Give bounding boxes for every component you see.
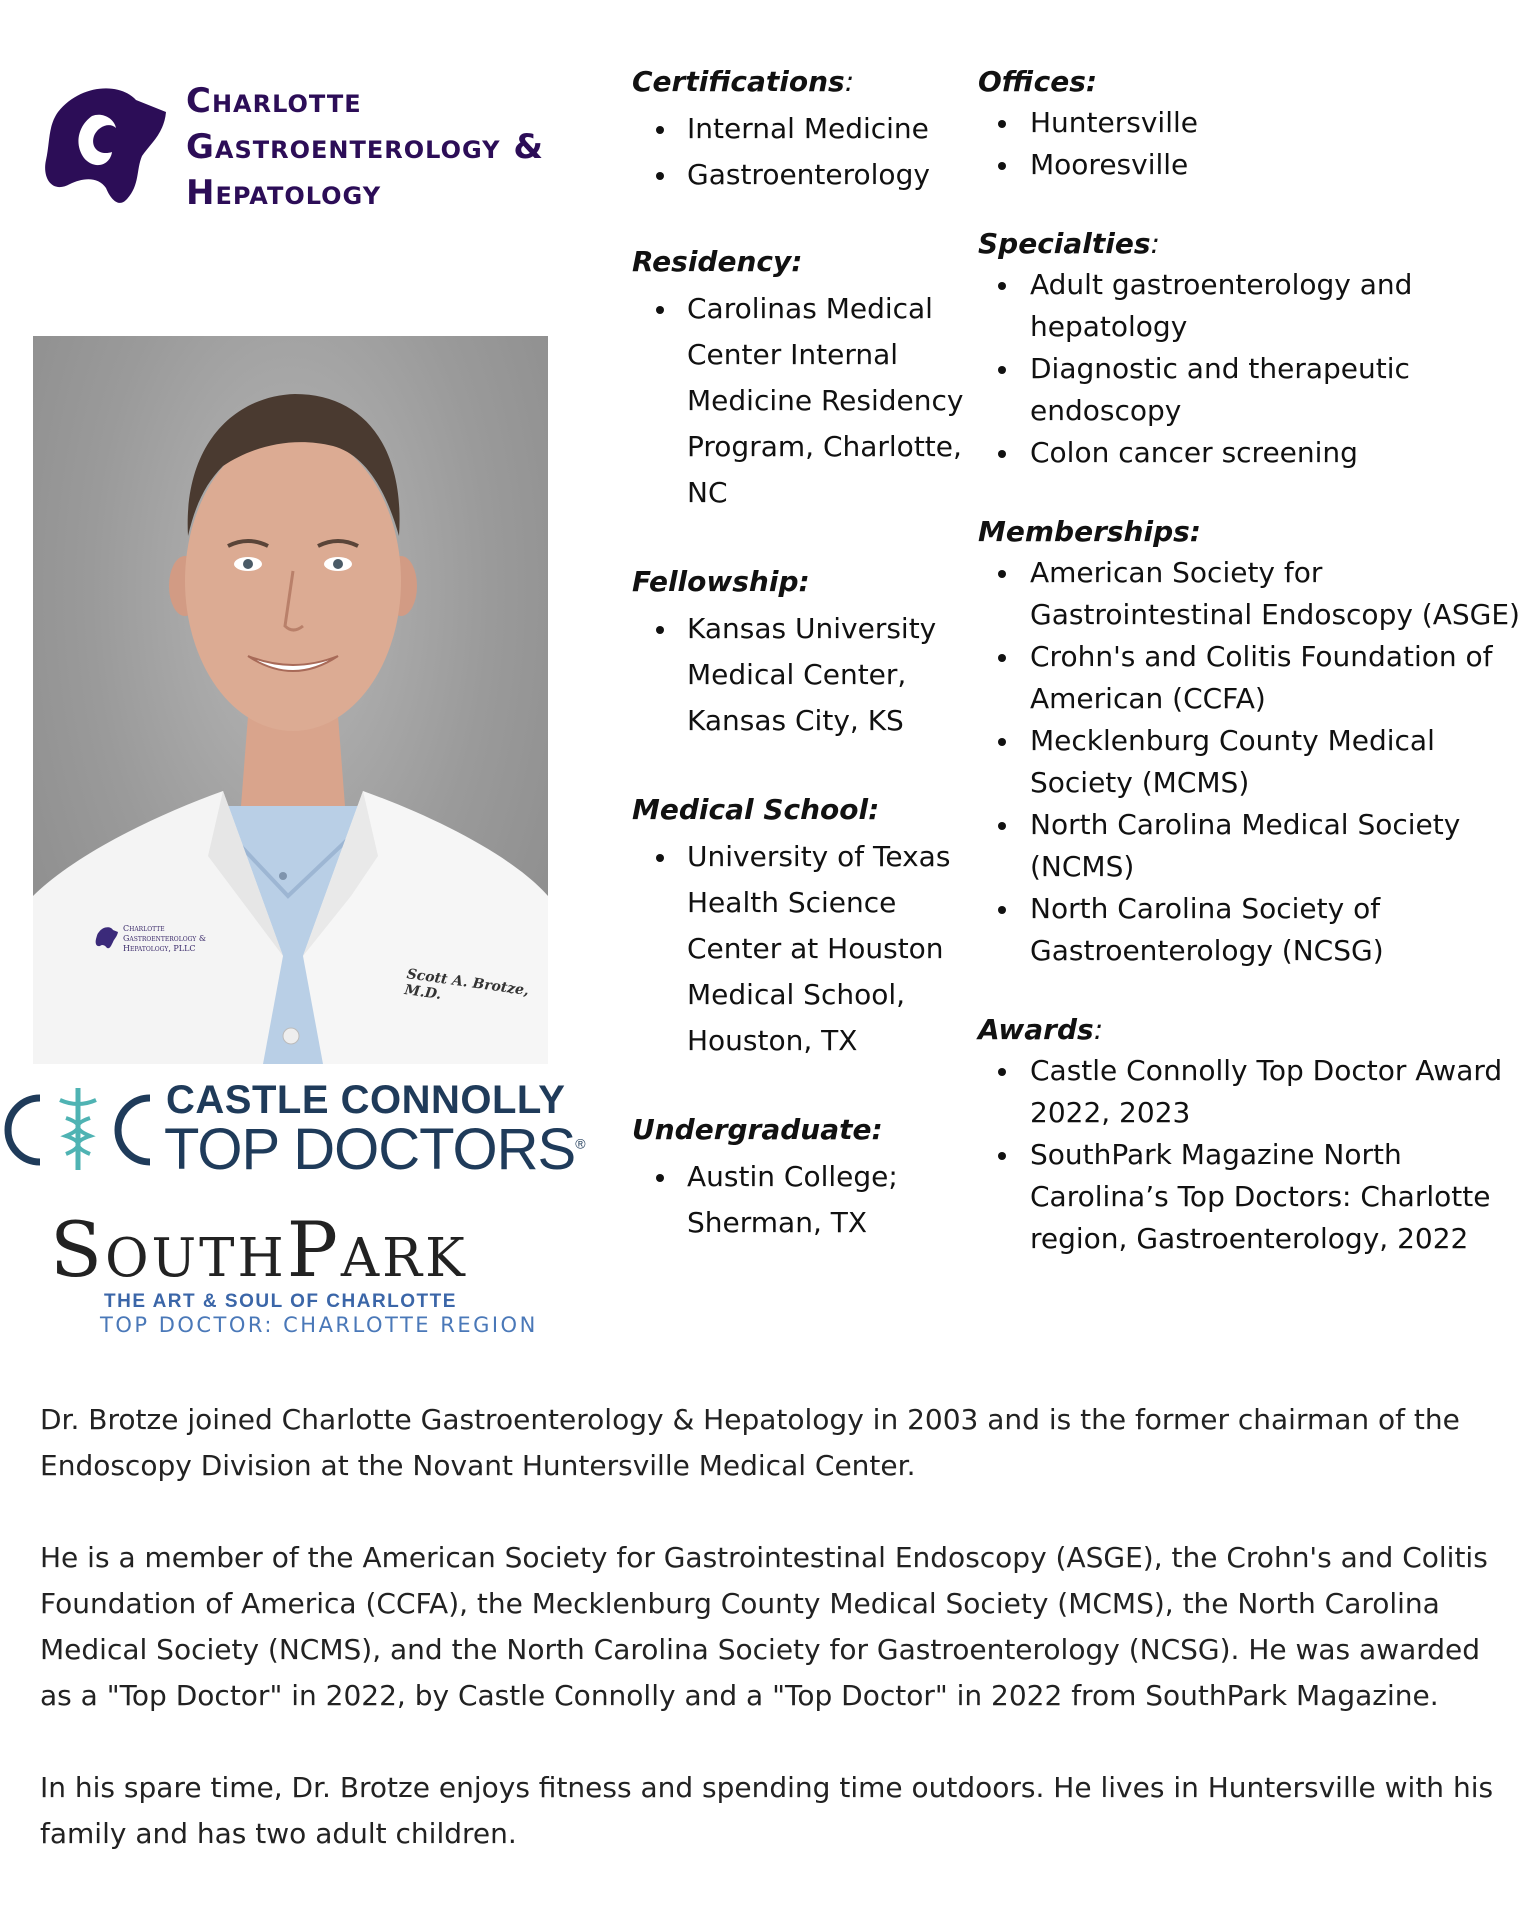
fellowship-heading: Fellowship: — [632, 565, 810, 598]
medical-school-heading: Medical School: — [632, 793, 880, 826]
section-heading — [978, 1010, 1528, 1050]
certifications-heading: Certifications — [632, 65, 845, 98]
southpark-title: SouthPark — [50, 1205, 468, 1294]
list-item: North Carolina Society of Gastroenterology (NCSG) — [978, 888, 1528, 972]
logo-line-3: Hepatology — [186, 173, 382, 213]
credentials-column — [632, 62, 987, 1246]
coat-embroidered-logo — [93, 922, 223, 962]
heading-colon: : — [1150, 227, 1160, 260]
list-item: Mooresville — [978, 144, 1528, 186]
memberships-list — [978, 552, 1528, 972]
certifications-list — [632, 106, 987, 198]
bio-paragraph-3: In his spare time, Dr. Brotze enjoys fitness and spending time outdoors. He lives in Huntersville with his family and has two adult children. — [40, 1771, 1494, 1850]
castle-connolly-title: CASTLE CONNOLLY — [166, 1078, 566, 1122]
undergraduate-list — [632, 1154, 987, 1246]
coat-logo-text — [123, 924, 206, 954]
southpark-badge — [50, 1205, 610, 1340]
logo-wordmark — [186, 78, 544, 216]
bio-paragraph-1: Dr. Brotze joined Charlotte Gastroenterology & Hepatology in 2003 and is the former chairman of the Endoscopy Division at the Novant Huntersville Medical Center. — [40, 1403, 1460, 1482]
specialties-list — [978, 264, 1528, 474]
southpark-subtitle: TOP DOCTOR: CHARLOTTE REGION — [100, 1313, 538, 1337]
logo-line-2: Gastroenterology & — [186, 127, 545, 167]
offices-section — [978, 62, 1528, 186]
coat-embroidered-name: Scott A. Brotze, M.D. — [403, 966, 530, 1004]
list-item: Carolinas Medical Center Internal Medicine Residency Program, Charlotte, NC — [632, 286, 987, 516]
section-heading — [978, 224, 1528, 264]
residency-list — [632, 286, 987, 516]
list-item: Austin College; Sherman, TX — [632, 1154, 987, 1246]
list-item: Kansas University Medical Center, Kansas City, KS — [632, 606, 987, 744]
list-item: SouthPark Magazine North Carolina’s Top Doctors: Charlotte region, Gastroenterology, 2022 — [978, 1134, 1528, 1260]
offices-heading: Offices: — [978, 65, 1098, 98]
list-item: Adult gastroenterology and hepatology — [978, 264, 1528, 348]
section-heading — [632, 62, 987, 102]
bio-paragraph-2: He is a member of the American Society for Gastrointestinal Endoscopy (ASGE), the Crohn's and Colitis Foundation of America (CCFA), the Mecklenburg County Medical Society (MCMS), the North Carolina Medical Society (NCMS), and the North Carolina Society for Gastroenterology (NCSG). He was awarded as a "Top Doctor" in 2022, by Castle Connolly and a "Top Doctor" in 2022 from SouthPark Magazine. — [40, 1541, 1488, 1712]
coat-logo-icon — [95, 926, 119, 950]
fellowship-section — [632, 562, 987, 744]
memberships-section — [978, 512, 1528, 972]
list-item: Huntersville — [978, 102, 1528, 144]
residency-heading: Residency: — [632, 245, 803, 278]
awards-heading: Awards — [978, 1013, 1094, 1046]
castle-connolly-subtitle-text: TOP DOCTORS — [164, 1117, 576, 1182]
memberships-heading: Memberships: — [978, 515, 1201, 548]
coat-logo-line-2: Gastroenterology & — [123, 934, 206, 943]
list-item: Diagnostic and therapeutic endoscopy — [978, 348, 1528, 432]
list-item: Internal Medicine — [632, 106, 987, 152]
awards-section — [978, 1010, 1528, 1260]
specialties-section — [978, 224, 1528, 474]
heading-colon: : — [844, 65, 855, 98]
biography — [40, 1397, 1520, 1903]
list-item: University of Texas Health Science Center at Houston Medical School, Houston, TX — [632, 834, 987, 1064]
list-item: Gastroenterology — [632, 152, 987, 198]
heading-colon: : — [1093, 1013, 1104, 1046]
doctor-portrait — [33, 336, 548, 1064]
registered-mark: ® — [575, 1135, 585, 1152]
medical-school-list — [632, 834, 987, 1064]
list-item: Colon cancer screening — [978, 432, 1528, 474]
list-item: Mecklenburg County Medical Society (MCMS) — [978, 720, 1528, 804]
medical-school-section — [632, 790, 987, 1064]
fellowship-list — [632, 606, 987, 744]
coat-logo-line-1: Charlotte — [123, 924, 165, 933]
logo-mark-icon — [40, 82, 168, 212]
offices-list — [978, 102, 1528, 186]
list-item: North Carolina Medical Society (NCMS) — [978, 804, 1528, 888]
specialties-heading: Specialties — [978, 227, 1151, 260]
caduceus-icon — [0, 1078, 160, 1174]
castle-connolly-subtitle — [164, 1116, 585, 1183]
residency-section — [632, 242, 987, 516]
southpark-tagline: THE ART & SOUL OF CHARLOTTE — [104, 1291, 457, 1312]
castle-connolly-badge — [0, 1078, 600, 1182]
practice-details-column — [978, 62, 1528, 1260]
certifications-section — [632, 62, 987, 198]
practice-logo — [40, 78, 600, 218]
list-item: American Society for Gastrointestinal Endoscopy (ASGE) — [978, 552, 1528, 636]
list-item: Crohn's and Colitis Foundation of American (CCFA) — [978, 636, 1528, 720]
undergraduate-heading: Undergraduate: — [632, 1113, 883, 1146]
list-item: Castle Connolly Top Doctor Award 2022, 2023 — [978, 1050, 1528, 1134]
awards-list — [978, 1050, 1528, 1260]
logo-line-1: Charlotte — [186, 81, 362, 121]
undergraduate-section — [632, 1110, 987, 1246]
coat-logo-line-3: Hepatology, PLLC — [123, 944, 196, 953]
